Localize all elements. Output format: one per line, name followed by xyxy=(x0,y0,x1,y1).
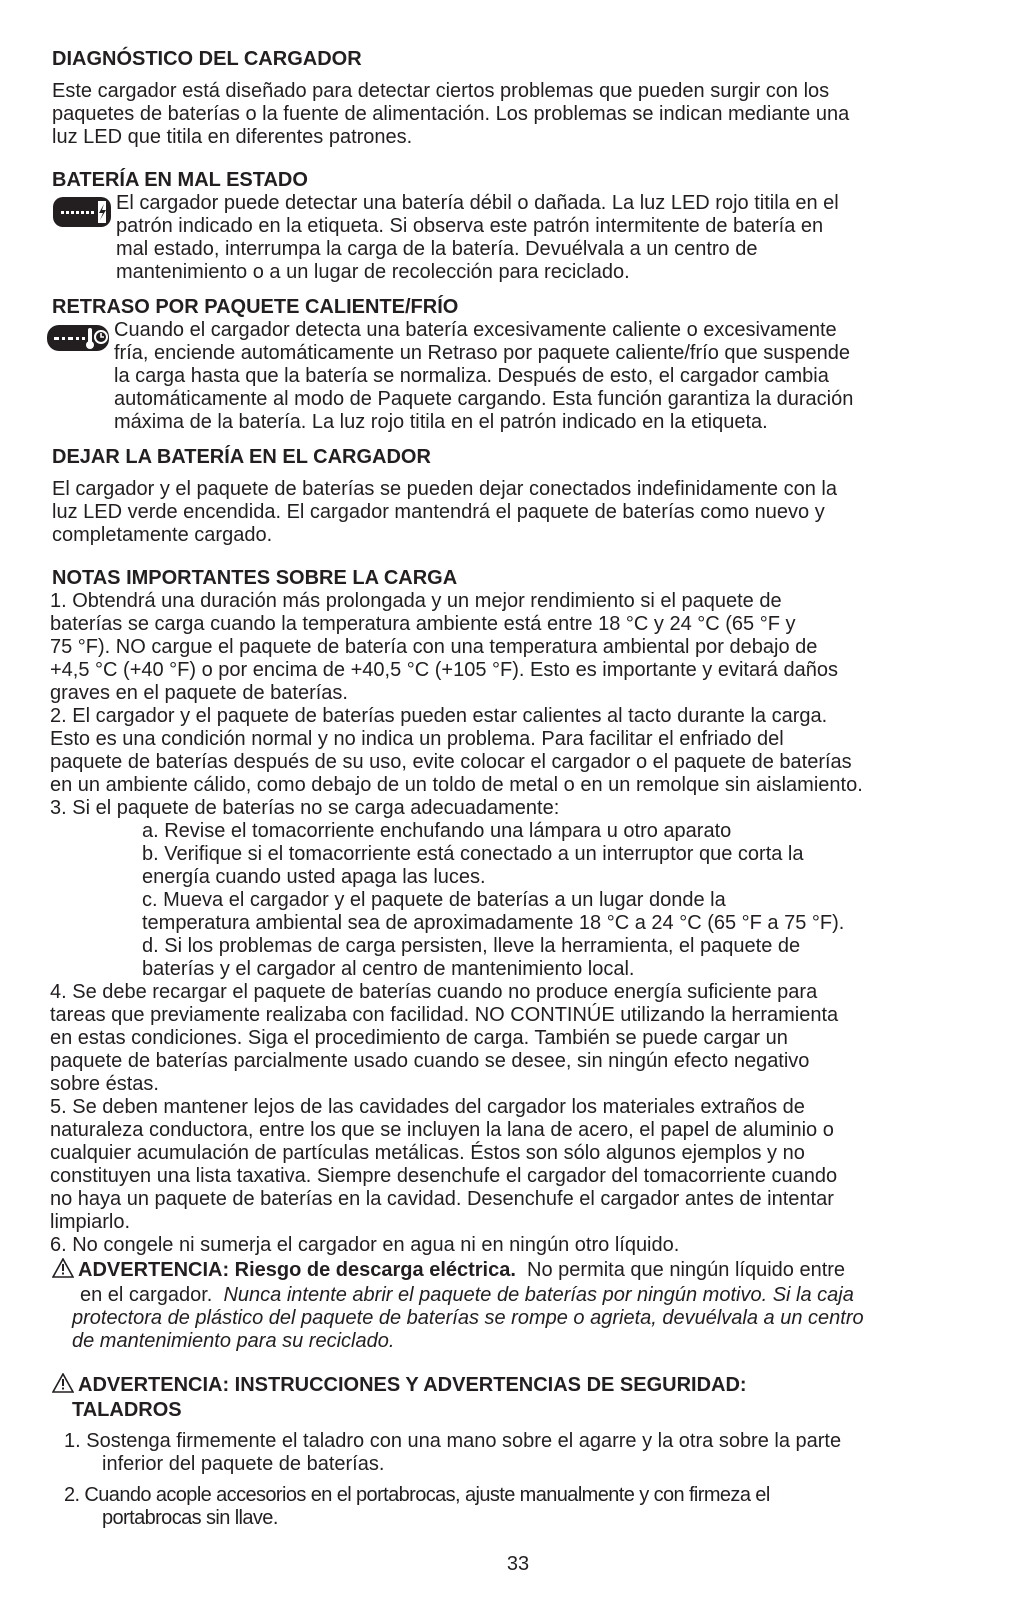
list-item: 2. Cuando acople accesorios en el portabrocas, ajuste manualmente y con firmeza el xyxy=(64,1484,770,1506)
section-title-dejar: DEJAR LA BATERÍA EN EL CARGADOR xyxy=(52,446,431,468)
warning-electric-shock xyxy=(52,1258,982,1353)
paragraph-line: paquete de baterías parcialmente usado cuando se desee, sin ningún efecto negativo xyxy=(50,1050,810,1072)
list-item: b. Verifique si el tomacorriente está conectado a un interruptor que corta la xyxy=(142,843,804,865)
warning-triangle-icon xyxy=(52,1373,74,1399)
retraso-body xyxy=(52,319,982,434)
paragraph-line: tareas que previamente realizaba con facilidad. NO CONTINÚE utilizando la herramienta xyxy=(50,1004,839,1026)
paragraph-line: paquete de baterías después de su uso, evite colocar el cargador o el paquete de baterías xyxy=(50,751,852,773)
hot-cold-delay-icon xyxy=(46,321,110,360)
bateria-mal-estado-body xyxy=(52,192,982,284)
paragraph-line: no haya un paquete de baterías en la cavidad. Desenchufe el cargador antes de intentar xyxy=(50,1188,834,1210)
paragraph-line: completamente cargado. xyxy=(52,524,273,546)
warning-italic-text: de mantenimiento para su reciclado. xyxy=(72,1330,395,1352)
warning-title-cont: TALADROS xyxy=(72,1399,182,1421)
drill-safety-list xyxy=(52,1430,982,1530)
paragraph-line: en un ambiente cálido, como debajo de un toldo de metal o en un remolque sin aislamiento. xyxy=(50,774,863,796)
warning-drill-safety xyxy=(52,1373,982,1530)
paragraph-line: 75 °F). NO cargue el paquete de batería con una temperatura ambiental por debajo de xyxy=(50,636,818,658)
diagnostico-body xyxy=(52,80,982,149)
list-item: c. Mueva el cargador y el paquete de baterías a un lugar donde la xyxy=(142,889,726,911)
paragraph-line: luz LED verde encendida. El cargador mantendrá el paquete de baterías como nuevo y xyxy=(52,501,825,523)
list-item: 1. Sostenga firmemente el taladro con una mano sobre el agarre y la otra sobre la parte xyxy=(64,1430,842,1452)
warning-text: en el cargador. xyxy=(80,1284,213,1306)
paragraph-line: 6. No congele ni sumerja el cargador en agua ni en ningún otro líquido. xyxy=(50,1234,680,1256)
paragraph-line: 5. Se deben mantener lejos de las cavidades del cargador los materiales extraños de xyxy=(50,1096,805,1118)
document-page xyxy=(52,48,982,1530)
page-number: 33 xyxy=(506,1553,530,1575)
warning-italic-text: Nunca intente abrir el paquete de baterías por ningún motivo. Si la caja xyxy=(223,1284,854,1306)
list-item: d. Si los problemas de carga persisten, lleve la herramienta, el paquete de xyxy=(142,935,801,957)
warning-italic-text: protectora de plástico del paquete de baterías se rompe o agrieta, devuélvala a un centro xyxy=(72,1307,864,1329)
paragraph-line: en estas condiciones. Siga el procedimiento de carga. También se puede cargar un xyxy=(50,1027,788,1049)
warning-label: ADVERTENCIA: Riesgo de descarga eléctrica. xyxy=(78,1259,516,1281)
list-item: a. Revise el tomacorriente enchufando una lámpara u otro aparato xyxy=(142,820,732,842)
list-item-cont: portabrocas sin llave. xyxy=(102,1507,278,1529)
paragraph-line: sobre éstas. xyxy=(50,1073,159,1095)
list-item-cont: inferior del paquete de baterías. xyxy=(102,1453,385,1475)
paragraph-line: la carga hasta que la batería se normaliza. Después de esto, el cargador cambia xyxy=(114,365,829,387)
paragraph-line: automáticamente al modo de Paquete cargando. Esta función garantiza la duración xyxy=(114,388,854,410)
section-title-notas: NOTAS IMPORTANTES SOBRE LA CARGA xyxy=(52,567,458,589)
warning-text: No permita que ningún líquido entre xyxy=(527,1259,846,1281)
sublist xyxy=(50,820,982,981)
warning-triangle-icon xyxy=(52,1258,74,1284)
paragraph-line: constituyen una lista taxativa. Siempre desenchufe el cargador del tomacorriente cuando xyxy=(50,1165,838,1187)
paragraph-line: 3. Si el paquete de baterías no se carga adecuadamente: xyxy=(50,797,560,819)
paragraph-line: 1. Obtendrá una duración más prolongada y un mejor rendimiento si el paquete de xyxy=(50,590,782,612)
paragraph-line: limpiarlo. xyxy=(50,1211,131,1233)
paragraph-line: 2. El cargador y el paquete de baterías pueden estar calientes al tacto durante la carga. xyxy=(50,705,828,727)
list-item: temperatura ambiental sea de aproximadamente 18 °C a 24 °C (65 °F a 75 °F). xyxy=(142,912,845,934)
list-item: baterías y el cargador al centro de mantenimiento local. xyxy=(142,958,635,980)
section-title-bateria-mal-estado: BATERÍA EN MAL ESTADO xyxy=(52,169,308,191)
warning-title: ADVERTENCIA: INSTRUCCIONES Y ADVERTENCIAS DE SEGURIDAD: xyxy=(78,1374,747,1396)
section-title-retraso: RETRASO POR PAQUETE CALIENTE/FRÍO xyxy=(52,296,459,318)
paragraph-line: luz LED que titila en diferentes patrones. xyxy=(52,126,413,148)
paragraph-line: máxima de la batería. La luz rojo titila en el patrón indicado en la etiqueta. xyxy=(114,411,768,433)
notas-body xyxy=(50,590,982,1257)
paragraph-line: +4,5 °C (+40 °F) o por encima de +40,5 °C (+105 °F). Esto es importante y evitará daños xyxy=(50,659,838,681)
bad-battery-icon xyxy=(52,195,112,234)
paragraph-line: baterías se carga cuando la temperatura ambiente está entre 18 °C y 24 °C (65 °F y xyxy=(50,613,796,635)
paragraph-line: Esto es una condición normal y no indica un problema. Para facilitar el enfriado del xyxy=(50,728,784,750)
section-title-diagnostico: DIAGNÓSTICO DEL CARGADOR xyxy=(52,48,362,70)
paragraph-line: patrón indicado en la etiqueta. Si observa este patrón intermitente de batería en xyxy=(116,215,824,237)
paragraph-line: graves en el paquete de baterías. xyxy=(50,682,348,704)
paragraph-line: El cargador y el paquete de baterías se pueden dejar conectados indefinidamente con la xyxy=(52,478,837,500)
paragraph-line: mantenimiento o a un lugar de recolección para reciclado. xyxy=(116,261,630,283)
list-item: energía cuando usted apaga las luces. xyxy=(142,866,486,888)
paragraph-line: mal estado, interrumpa la carga de la batería. Devuélvala a un centro de xyxy=(116,238,758,260)
paragraph-line: El cargador puede detectar una batería débil o dañada. La luz LED rojo titila en el xyxy=(116,192,839,214)
paragraph-line: paquetes de baterías o la fuente de alimentación. Los problemas se indican mediante una xyxy=(52,103,850,125)
dejar-body xyxy=(52,478,982,547)
paragraph-line: naturaleza conductora, entre los que se incluyen la lana de acero, el papel de aluminio o xyxy=(50,1119,834,1141)
paragraph-line: cualquier acumulación de partículas metálicas. Éstos son sólo algunos ejemplos y no xyxy=(50,1142,805,1164)
paragraph-line: 4. Se debe recargar el paquete de baterías cuando no produce energía suficiente para xyxy=(50,981,818,1003)
paragraph-line: Este cargador está diseñado para detectar ciertos problemas que pueden surgir con los xyxy=(52,80,830,102)
paragraph-line: Cuando el cargador detecta una batería excesivamente caliente o excesivamente xyxy=(114,319,837,341)
paragraph-line: fría, enciende automáticamente un Retraso por paquete caliente/frío que suspende xyxy=(114,342,851,364)
